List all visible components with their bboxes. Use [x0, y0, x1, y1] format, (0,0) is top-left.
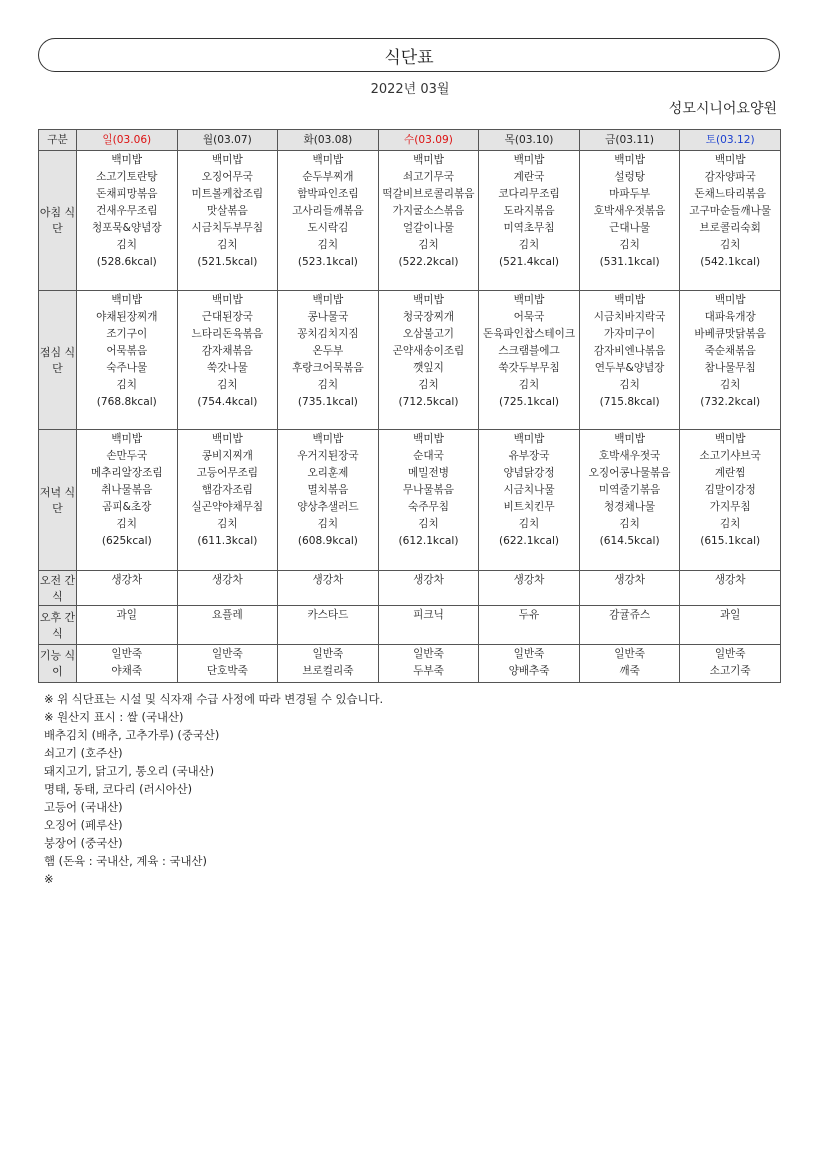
menu-item: 백미밥 — [413, 433, 444, 445]
note-line: 돼지고기, 닭고기, 통오리 (국내산) — [44, 764, 215, 778]
menu-item: 오삼불고기 — [402, 328, 455, 340]
meal-cell — [378, 571, 479, 606]
menu-item: 김치 — [317, 239, 339, 251]
menu-item: 코다리무조림 — [498, 188, 560, 200]
menu-item: 감자비엔나볶음 — [593, 345, 666, 357]
meal-cell — [177, 645, 278, 683]
meal-cell — [479, 571, 580, 606]
meal-label: 저녁 식단 — [39, 430, 77, 571]
menu-item: 꽁치김치지짐 — [297, 328, 359, 340]
menu-item: 김치 — [619, 518, 640, 530]
menu-item: 김치 — [217, 239, 238, 251]
menu-item: 백미밥 — [714, 294, 746, 306]
menu-item: 김치 — [418, 518, 439, 530]
menu-item: (542.1kcal) — [700, 256, 761, 268]
menu-item: 바베큐맛닭볶음 — [694, 328, 766, 340]
day-header: 화(03.08) — [278, 130, 379, 151]
menu-item: 후랑크어묵볶음 — [292, 362, 364, 374]
menu-item: 야채죽 — [111, 665, 143, 677]
menu-item: 생강차 — [614, 574, 645, 586]
menu-item: 실곤약야채무침 — [191, 501, 264, 513]
meal-cell — [77, 291, 178, 430]
meal-cell — [278, 151, 379, 291]
menu-item: 손만두국 — [106, 450, 148, 462]
note-line: 쇠고기 (호주산) — [44, 746, 123, 760]
menu-item: 콩나물국 — [307, 311, 349, 323]
menu-item: 연두부&양념장 — [594, 362, 665, 374]
meal-label: 오전 간식 — [39, 571, 77, 606]
meal-cell — [278, 430, 379, 571]
menu-item: 메밀전병 — [408, 467, 449, 479]
menu-item: 근대나물 — [609, 222, 651, 234]
menu-item: 오징어무국 — [201, 171, 253, 183]
menu-item: 가지무침 — [709, 501, 751, 513]
menu-item: 백미밥 — [211, 433, 243, 445]
menu-item: 도시락김 — [307, 222, 349, 234]
menu-item: 설렁탕 — [614, 171, 645, 183]
category-header: 구분 — [39, 130, 77, 151]
menu-item: 시금치나물 — [503, 484, 555, 496]
menu-item: 김치 — [518, 518, 540, 530]
menu-item: 스크램블에그 — [498, 345, 560, 357]
menu-item: 조기구이 — [106, 328, 148, 340]
menu-item: 온두부 — [312, 345, 344, 357]
menu-item: 김치 — [619, 379, 640, 391]
note-line: ※ 위 식단표는 시설 및 식자재 수급 사정에 따라 변경될 수 있습니다. — [44, 692, 384, 706]
menu-item: 도라지볶음 — [503, 205, 555, 217]
menu-item: 김치 — [619, 239, 640, 251]
menu-item: (754.4kcal) — [197, 396, 258, 408]
note-line: 햄 (돈육 : 국내산, 계육 : 국내산) — [44, 854, 207, 868]
meal-cell — [378, 430, 479, 571]
menu-item: 김치 — [317, 379, 339, 391]
menu-item: 순대국 — [413, 450, 444, 462]
menu-item: 미역초무침 — [503, 222, 555, 234]
meal-row-breakfast — [39, 151, 781, 291]
meal-label: 기능 식이 — [39, 645, 77, 683]
menu-item: 깨죽 — [619, 665, 640, 677]
menu-item: 김치 — [719, 379, 741, 391]
menu-item: 얼갈이나물 — [402, 222, 455, 234]
menu-item: 김말이강정 — [704, 484, 756, 496]
menu-item: 숙주무침 — [408, 501, 449, 513]
menu-item: 돈채피망볶음 — [96, 188, 158, 200]
menu-item: (615.1kcal) — [700, 535, 761, 547]
menu-item: 유부장국 — [508, 450, 550, 462]
note-line: 고등어 (국내산) — [44, 800, 123, 814]
meal-cell — [378, 151, 479, 291]
menu-item: 떡갈비브로콜리볶음 — [382, 188, 475, 200]
menu-item: 김치 — [217, 379, 238, 391]
meal-cell — [680, 645, 781, 683]
menu-item: 어묵국 — [513, 311, 545, 323]
menu-item: (725.1kcal) — [499, 396, 560, 408]
menu-item: (521.5kcal) — [197, 256, 258, 268]
meal-cell — [579, 606, 680, 645]
meal-label: 점심 식단 — [39, 291, 77, 430]
menu-item: 쇠고기무국 — [402, 171, 455, 183]
note-line: ※ 원산지 표시 : 쌀 (국내산) — [44, 710, 184, 724]
menu-item: 백미밥 — [714, 433, 746, 445]
menu-item: 백미밥 — [614, 433, 645, 445]
day-header: 토(03.12) — [680, 130, 781, 151]
meal-cell — [278, 606, 379, 645]
meal-cell — [579, 645, 680, 683]
menu-item: 고등어무조림 — [196, 467, 259, 479]
meal-cell — [177, 291, 278, 430]
menu-item: 카스타드 — [307, 609, 349, 621]
meal-cell — [77, 645, 178, 683]
menu-item: 취나물볶음 — [101, 484, 153, 496]
menu-item: (522.2kcal) — [398, 256, 459, 268]
menu-item: 김치 — [719, 239, 741, 251]
meal-cell — [680, 151, 781, 291]
menu-month: 2022년 03월 — [370, 82, 450, 97]
menu-item: 미역줄기볶음 — [598, 484, 661, 496]
menu-item: (611.3kcal) — [197, 535, 258, 547]
menu-item: 오리훈제 — [307, 467, 349, 479]
menu-item: 소고기샤브국 — [699, 450, 761, 462]
menu-item: (625kcal) — [101, 535, 152, 547]
menu-item: (528.6kcal) — [96, 256, 157, 268]
menu-item: (612.1kcal) — [398, 535, 459, 547]
menu-item: 계란국 — [513, 171, 545, 183]
menu-item: 단호박죽 — [206, 665, 248, 677]
menu-item: 맛살볶음 — [206, 205, 248, 217]
menu-item: 백미밥 — [312, 154, 344, 166]
menu-item: 돈채느타리볶음 — [694, 188, 766, 200]
menu-item: 대파육개장 — [704, 311, 756, 323]
meal-cell — [77, 571, 178, 606]
meal-cell — [177, 430, 278, 571]
menu-item: 백미밥 — [211, 154, 243, 166]
meal-cell — [278, 291, 379, 430]
menu-item: 가자미구이 — [604, 328, 656, 340]
menu-item: 일반죽 — [312, 648, 344, 660]
meal-cell — [378, 606, 479, 645]
menu-item: 두유 — [518, 609, 540, 621]
note-line: 명태, 동태, 코다리 (러시아산) — [44, 782, 193, 796]
menu-item: 일반죽 — [413, 648, 444, 660]
menu-item: 순두부찌개 — [302, 171, 354, 183]
menu-item: 느타리돈육볶음 — [191, 328, 264, 340]
meal-row-am — [39, 571, 781, 606]
menu-item: 미트볼케찹조림 — [191, 188, 264, 200]
menu-item: 비트치킨무 — [503, 501, 555, 513]
menu-item: 소고기죽 — [709, 665, 751, 677]
menu-item: (712.5kcal) — [398, 396, 459, 408]
menu-item: 양념닭강정 — [503, 467, 555, 479]
menu-item: (531.1kcal) — [599, 256, 660, 268]
day-header: 금(03.11) — [579, 130, 680, 151]
table-header — [39, 130, 781, 151]
meal-cell — [479, 645, 580, 683]
meal-cell — [77, 606, 178, 645]
menu-item: 쑥갓두부무침 — [498, 362, 560, 374]
menu-item: 감자양파국 — [704, 171, 756, 183]
menu-item: 청국장찌개 — [402, 311, 455, 323]
menu-item: (715.8kcal) — [599, 396, 660, 408]
meal-cell — [378, 645, 479, 683]
meal-cell — [479, 151, 580, 291]
menu-item: 참나물무침 — [704, 362, 756, 374]
menu-item: (732.2kcal) — [700, 396, 761, 408]
menu-item: 김치 — [518, 379, 540, 391]
menu-item: 호박새우젓국 — [598, 450, 661, 462]
meal-cell — [479, 606, 580, 645]
notes-section — [44, 690, 383, 888]
meal-row-lunch — [39, 291, 781, 430]
menu-item: 일반죽 — [614, 648, 645, 660]
menu-item: 시금치두부무침 — [191, 222, 264, 234]
menu-item: 곰피&초장 — [102, 501, 152, 513]
menu-item: 계란찜 — [714, 467, 746, 479]
menu-item: 근대된장국 — [201, 311, 253, 323]
menu-item: 김치 — [719, 518, 741, 530]
meal-plan-table — [38, 129, 781, 683]
menu-item: 일반죽 — [111, 648, 143, 660]
menu-item: (622.1kcal) — [499, 535, 560, 547]
menu-item: 백미밥 — [211, 294, 243, 306]
menu-item: 백미밥 — [111, 294, 143, 306]
menu-item: 감자채볶음 — [201, 345, 253, 357]
day-header: 목(03.10) — [479, 130, 580, 151]
menu-item: 과일 — [719, 609, 741, 621]
menu-item: 피크닉 — [413, 609, 444, 621]
menu-item: 멸치볶음 — [307, 484, 349, 496]
menu-item: 생강차 — [714, 574, 746, 586]
meal-row-dinner — [39, 430, 781, 571]
menu-item: 마파두부 — [609, 188, 651, 200]
menu-item: 쑥갓나물 — [206, 362, 248, 374]
menu-item: 콩비지찌개 — [201, 450, 253, 462]
note-line: ※ — [44, 872, 54, 886]
meal-cell — [680, 571, 781, 606]
meal-cell — [680, 606, 781, 645]
day-header: 수(03.09) — [378, 130, 479, 151]
meal-cell — [278, 645, 379, 683]
menu-item: 생강차 — [211, 574, 243, 586]
menu-item: 우거지된장국 — [297, 450, 359, 462]
menu-item: 백미밥 — [111, 154, 143, 166]
menu-item: 브로콜리숙회 — [699, 222, 761, 234]
menu-item: 고구마순들깨나물 — [689, 205, 772, 217]
menu-item: (608.9kcal) — [297, 535, 358, 547]
menu-item: 깻잎지 — [413, 362, 444, 374]
menu-item: 소고기토란탕 — [96, 171, 158, 183]
meal-cell — [479, 291, 580, 430]
note-line: 붕장어 (중국산) — [44, 836, 123, 850]
menu-item: 백미밥 — [614, 294, 645, 306]
meal-cell — [77, 151, 178, 291]
menu-item: 양배추죽 — [508, 665, 550, 677]
menu-item: (521.4kcal) — [499, 256, 560, 268]
menu-item: 생강차 — [312, 574, 344, 586]
meal-cell — [579, 430, 680, 571]
menu-item: 청포묵&양념장 — [91, 222, 162, 234]
menu-item: 과일 — [116, 609, 138, 621]
meal-cell — [378, 291, 479, 430]
day-header: 일(03.06) — [77, 130, 178, 151]
menu-item: 무나물볶음 — [402, 484, 455, 496]
menu-item: 김치 — [518, 239, 540, 251]
menu-item: 함박파인조림 — [297, 188, 359, 200]
menu-item: (523.1kcal) — [297, 256, 358, 268]
meal-cell — [479, 430, 580, 571]
menu-item: 햄감자조림 — [201, 484, 253, 496]
menu-item: 생강차 — [413, 574, 444, 586]
menu-item: 메추리알장조림 — [90, 467, 163, 479]
menu-item: 돈육파인찹스테이크 — [482, 328, 576, 340]
menu-item: 김치 — [116, 239, 138, 251]
note-line: 배추김치 (배추, 고추가루) (중국산) — [44, 728, 220, 742]
menu-item: 백미밥 — [312, 433, 344, 445]
meal-cell — [177, 606, 278, 645]
menu-item: 숙주나물 — [106, 362, 148, 374]
menu-item: 김치 — [418, 239, 439, 251]
menu-item: 김치 — [317, 518, 339, 530]
menu-item: 시금치바지락국 — [593, 311, 666, 323]
meal-cell — [680, 430, 781, 571]
menu-item: 백미밥 — [111, 433, 143, 445]
meal-label: 아침 식단 — [39, 151, 77, 291]
menu-item: 죽순채볶음 — [704, 345, 756, 357]
menu-item: 일반죽 — [211, 648, 243, 660]
menu-item: 요플레 — [211, 609, 243, 621]
menu-item: 청경채나물 — [604, 501, 656, 513]
menu-item: (735.1kcal) — [297, 396, 358, 408]
menu-item: 브로컬리죽 — [302, 665, 354, 677]
facility-name: 성모시니어요양원 — [668, 101, 777, 117]
menu-item: (614.5kcal) — [599, 535, 660, 547]
menu-item: 백미밥 — [513, 154, 545, 166]
menu-item: 백미밥 — [413, 154, 444, 166]
meal-cell — [680, 291, 781, 430]
meal-row-func — [39, 645, 781, 683]
menu-item: 김치 — [116, 518, 138, 530]
meal-cell — [579, 151, 680, 291]
meal-row-pm — [39, 606, 781, 645]
menu-item: 김치 — [116, 379, 138, 391]
menu-item: 백미밥 — [513, 294, 545, 306]
menu-item: 김치 — [217, 518, 238, 530]
menu-item: 감귤쥬스 — [609, 609, 651, 621]
meal-cell — [579, 291, 680, 430]
meal-label: 오후 간식 — [39, 606, 77, 645]
menu-item: 일반죽 — [714, 648, 746, 660]
menu-item: 건새우무조림 — [96, 205, 158, 217]
menu-item: (768.8kcal) — [96, 396, 157, 408]
meal-cell — [77, 430, 178, 571]
meal-cell — [177, 571, 278, 606]
menu-item: 백미밥 — [312, 294, 344, 306]
menu-item: 어묵볶음 — [106, 345, 148, 357]
meal-cell — [177, 151, 278, 291]
meal-cell — [278, 571, 379, 606]
menu-item: 일반죽 — [513, 648, 545, 660]
menu-item: 오징어콩나물볶음 — [588, 467, 671, 479]
menu-item: 생강차 — [111, 574, 143, 586]
page-title: 식단표 — [38, 38, 780, 72]
menu-item: 생강차 — [513, 574, 545, 586]
menu-item: 김치 — [418, 379, 439, 391]
note-line: 오징어 (페루산) — [44, 818, 123, 832]
menu-item: 백미밥 — [614, 154, 645, 166]
menu-item: 백미밥 — [413, 294, 444, 306]
menu-item: 야채된장찌개 — [96, 311, 158, 323]
table-body — [39, 151, 781, 683]
menu-item: 백미밥 — [513, 433, 545, 445]
menu-item: 백미밥 — [714, 154, 746, 166]
day-header: 월(03.07) — [177, 130, 278, 151]
menu-item: 호박새우젓볶음 — [593, 205, 666, 217]
menu-item: 두부죽 — [413, 665, 444, 677]
menu-item: 고사리들깨볶음 — [292, 205, 364, 217]
menu-item: 곤약새송이조림 — [392, 345, 465, 357]
menu-item: 가지굴소스볶음 — [392, 205, 465, 217]
menu-item: 양상추샐러드 — [297, 501, 359, 513]
meal-cell — [579, 571, 680, 606]
